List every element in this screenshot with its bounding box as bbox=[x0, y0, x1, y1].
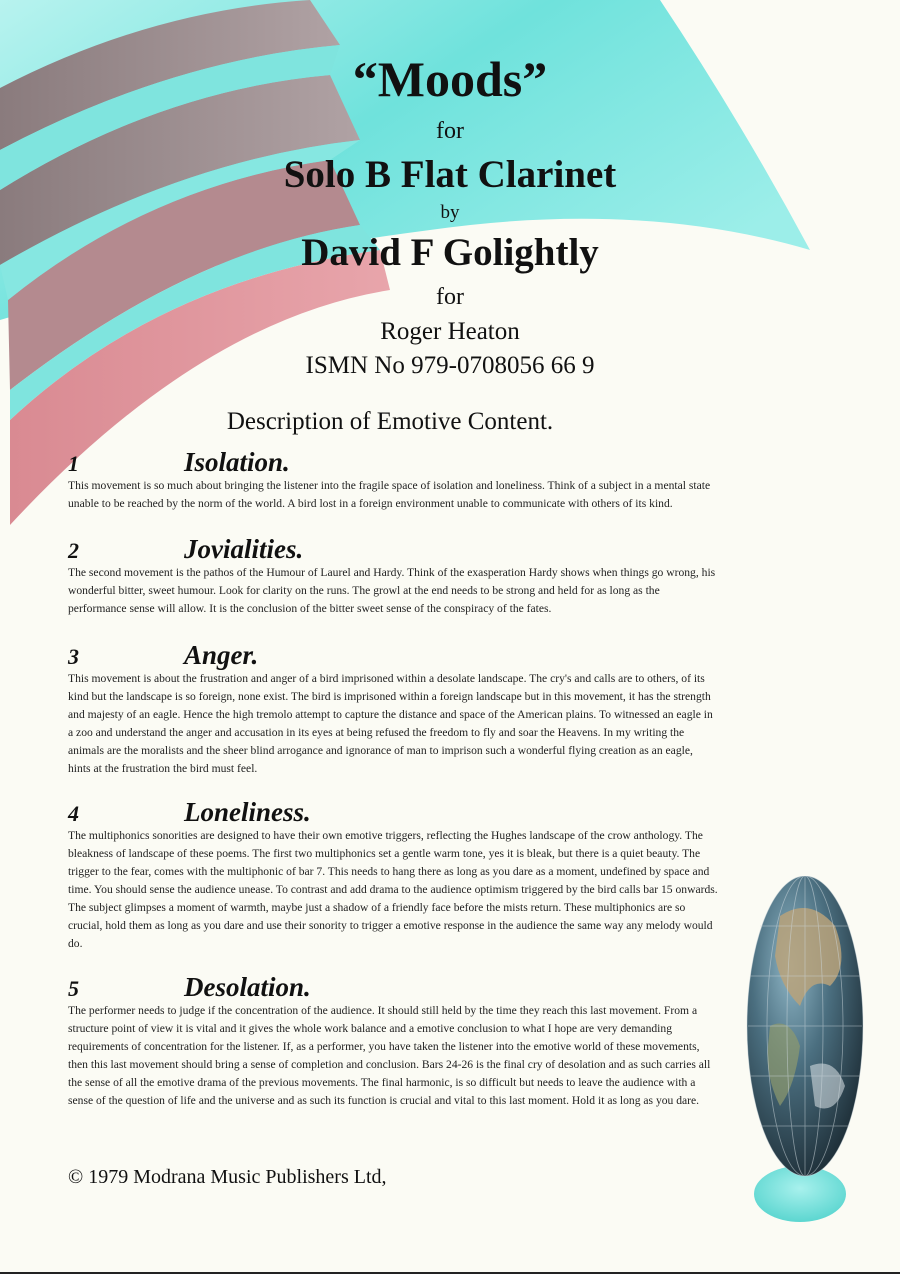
movement-description: This movement is so much about bringing the listener into the fragile space of isolation and loneliness. Think of a subject in a mental state unable to be reached by the norm of the world. A bird lost in a foreign environment unable to communicate with others of its kind. bbox=[68, 479, 711, 510]
movement-description: The second movement is the pathos of the Humour of Laurel and Hardy. Think of the exasperation Hardy shows when things go wrong, his wonderful bitter, sweet humour. Look for clarity on the runs. The growl at the end needs to be strong and held for as long as the performance sense will allow. It is the conclusion of the bitter sweet sense of the conspiracy of the fates. bbox=[68, 566, 716, 615]
movement-heading bbox=[68, 972, 718, 1002]
movement-title: Anger. bbox=[184, 640, 259, 670]
movement-section bbox=[68, 447, 718, 513]
movement-title: Desolation. bbox=[184, 972, 311, 1002]
dedicatee-name: Roger Heaton bbox=[380, 318, 520, 345]
copyright-notice: © 1979 Modrana Music Publishers Ltd, bbox=[68, 1166, 387, 1188]
description-heading: Description of Emotive Content. bbox=[226, 408, 554, 435]
movement-heading bbox=[68, 534, 718, 564]
by-line: by bbox=[440, 202, 460, 223]
movement-section bbox=[68, 534, 718, 618]
globe-icon bbox=[740, 876, 870, 1226]
movement-title: Jovialities. bbox=[184, 534, 304, 564]
movement-number: 2 bbox=[68, 538, 79, 563]
movement-section bbox=[68, 797, 718, 953]
movement-description: The performer needs to judge if the concentration of the audience. It should still held by the time they reach this last movement. From a structure point of view it is vital and it gives the whole work balance and a emotive conclusion to what I hope are very demanding requirements of concentration for the listener. If, as a performer, you have taken the listener into the emotive world of these movements, then this last movement should bring a sense of completion and conclusion. Bars 24-26 is the final cry of desolation and as such carries all the sense of all the emotive drama of the previous movements. The final harmonic, is so difficult but needs to leave the audience with a sense of the question of life and the universe and as such its function is crucial and vital to this last moment. Hold it as long as you dare. bbox=[68, 1004, 711, 1107]
movement-number: 3 bbox=[68, 644, 79, 669]
movement-number: 4 bbox=[68, 801, 79, 826]
movement-number: 5 bbox=[68, 976, 79, 1001]
movement-heading bbox=[68, 640, 718, 670]
instrument-title: Solo B Flat Clarinet bbox=[283, 153, 617, 196]
movement-description: This movement is about the frustration and anger of a bird imprisoned within a desolate landscape. The cry's and calls are to others, of its kind but the landscape is so foreign, none exist. The bird is imprisoned within a foreign landscape but in this movement, it has the strength and majesty of an eagle. Hence the high tremolo attempt to capture the distance and space of the American plains. To witnessed an eagle in a zoo and understand the anger and accusation in its eyes at being refused the freedom to fly and soar the Heavens. In my writing the animals are the moralists and the sheer blind arrogance and ignorance of man to imprison such a wonderful flying creation as an eagle, hints at the frustration the bird must feel. bbox=[68, 672, 713, 775]
for-line-2: for bbox=[436, 284, 464, 310]
movement-title: Loneliness. bbox=[184, 797, 311, 827]
for-line-1: for bbox=[436, 118, 464, 144]
movement-section bbox=[68, 640, 718, 778]
movement-heading bbox=[68, 447, 718, 477]
ismn-number: ISMN No 979-0708056 66 9 bbox=[305, 352, 595, 379]
composer-name: David F Golightly bbox=[301, 231, 599, 274]
movement-title: Isolation. bbox=[184, 447, 290, 477]
movement-section bbox=[68, 972, 718, 1110]
page-title: “Moods” bbox=[352, 51, 548, 107]
movement-number: 1 bbox=[68, 451, 79, 476]
movement-heading bbox=[68, 797, 718, 827]
movement-description: The multiphonics sonorities are designed to have their own emotive triggers, reflecting the Hughes landscape of the crow anthology. The bleakness of landscape of these poems. The first two multiphonics set a gentle warm tone, yes it is bleak, but there is a quiet beauty. The trigger to the fear, comes with the multiphonic of bar 7. This needs to hang there as long as you dare as a moment, undefined by space and time. You should sense the audience unease. To contrast and add drama to the audience optimism triggered by the bird calls bar 15 onwards. The subject glimpses a moment of warmth, maybe just a shadow of a friendly face before the mists return. These multiphonics are so crucial, hold them as long as you dare and use their sonority to trigger a emotive response in the audience the same way any melody would do. bbox=[68, 829, 718, 950]
